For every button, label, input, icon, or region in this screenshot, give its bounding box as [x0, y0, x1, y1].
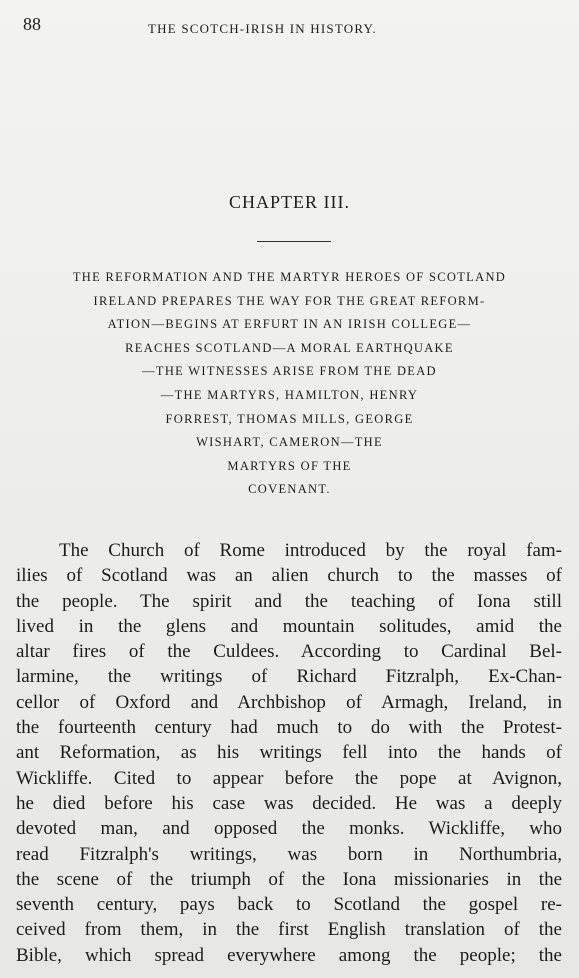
synopsis-line: COVENANT.	[248, 482, 331, 497]
body-line: he died before his case was decided. He was a deeply	[16, 792, 562, 814]
body-line: the scene of the triumph of the Iona missionaries in the	[16, 868, 562, 890]
body-line: lived in the glens and mountain solitudes, amid the	[16, 615, 562, 637]
synopsis-line: MARTYRS OF THE	[227, 458, 352, 473]
body-line: Wickliffe. Cited to appear before the pope at Avignon,	[16, 767, 562, 789]
title-rule	[257, 241, 331, 242]
synopsis-line: IRELAND PREPARES THE WAY FOR THE GREAT REFORM-	[93, 293, 486, 308]
body-line: seventh century, pays back to Scotland the gospel re-	[16, 894, 562, 916]
body-line: larmine, the writings of Richard Fitzralph, Ex-Chan-	[16, 666, 562, 688]
chapter-synopsis	[0, 266, 579, 502]
page-number: 88	[23, 14, 41, 34]
body-line: altar fires of the Culdees. According to Cardinal Bel-	[16, 641, 562, 663]
body-line: ceived from them, in the first English translation of the	[16, 919, 562, 941]
body-line: ant Reformation, as his writings fell into the hands of	[16, 742, 562, 764]
synopsis-line: FORREST, THOMAS MILLS, GEORGE	[165, 411, 414, 426]
body-line: Bible, which spread everywhere among the people; the	[16, 944, 562, 966]
running-header: THE SCOTCH-IRISH IN HISTORY.	[148, 21, 377, 36]
synopsis-line: ATION—BEGINS AT ERFURT IN AN IRISH COLLEGE—	[107, 317, 472, 332]
body-line: cellor of Oxford and Archbishop of Armagh, Ireland, in	[16, 691, 562, 713]
synopsis-line: REACHES SCOTLAND—A MORAL EARTHQUAKE	[125, 340, 454, 355]
body-line: the fourteenth century had much to do with the Protest-	[16, 717, 562, 739]
synopsis-line: THE REFORMATION AND THE MARTYR HEROES OF SCOTLAND	[72, 270, 507, 284]
synopsis-line: —THE WITNESSES ARISE FROM THE DEAD	[142, 364, 437, 379]
synopsis-line: WISHART, CAMERON—THE	[196, 435, 383, 450]
chapter-title: CHAPTER III.	[229, 192, 350, 212]
body-line: devoted man, and opposed the monks. Wickliffe, who	[16, 818, 562, 840]
body-line: read Fitzralph's writings, was born in Northumbria,	[16, 843, 562, 865]
body-line: The Church of Rome introduced by the royal fam-	[59, 540, 562, 561]
synopsis-line: —THE MARTYRS, HAMILTON, HENRY	[160, 387, 419, 402]
body-paragraph	[16, 538, 562, 968]
body-line: the people. The spirit and the teaching of Iona still	[16, 590, 562, 612]
body-line: ilies of Scotland was an alien church to the masses of	[16, 565, 562, 587]
